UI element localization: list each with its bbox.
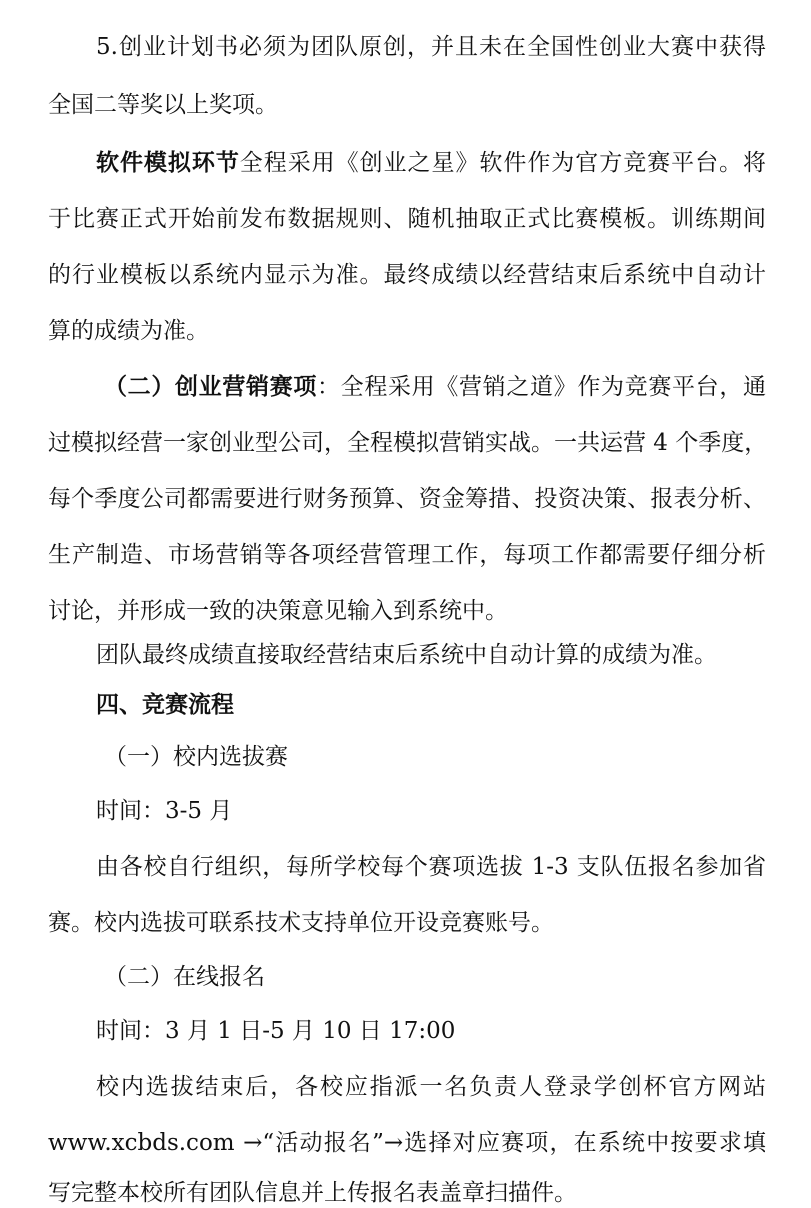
paragraph-line: 校内选拔结束后，各校应指派一名负责人登录学创杯官方网站 xyxy=(96,1074,766,1100)
software-bold-lead: 软件模拟环节 xyxy=(96,149,240,176)
paragraph-line: 写完整本校所有团队信息并上传报名表盖章扫描件。 xyxy=(48,1180,577,1206)
paragraph-line: 每个季度公司都需要进行财务预算、资金筹措、投资决策、报表分析、 xyxy=(48,486,766,512)
paragraph-line: 于比赛正式开始前发布数据规则、随机抽取正式比赛模板。训练期间 xyxy=(48,206,766,232)
paragraph-line: 赛。校内选拔可联系技术支持单位开设竞赛账号。 xyxy=(48,910,554,936)
section-heading: 四、竞赛流程 xyxy=(96,691,234,718)
paragraph-line: 全国二等奖以上奖项。 xyxy=(48,92,278,118)
marketing-rest: ：全程采用《营销之道》作为竞赛平台，通 xyxy=(317,374,767,400)
paragraph-line: 讨论，并形成一致的决策意见输入到系统中。 xyxy=(48,598,508,624)
paragraph-line: 由各校自行组织，每所学校每个赛项选拔 1-3 支队伍报名参加省 xyxy=(96,854,766,880)
paragraph-line: 生产制造、市场营销等各项经营管理工作，每项工作都需要仔细分析 xyxy=(48,542,766,568)
paragraph-line: 算的成绩为准。 xyxy=(48,318,209,344)
marketing-bold-lead: （二）创业营销赛项 xyxy=(104,373,317,400)
subsection-heading: （一）校内选拔赛 xyxy=(104,744,288,770)
subsection-heading: （二）在线报名 xyxy=(104,964,265,990)
paragraph-line: 的行业模板以系统内显示为准。最终成绩以经营结束后系统中自动计 xyxy=(48,262,766,288)
paragraph-line: www.xcbds.com →“活动报名”→选择对应赛项，在系统中按要求填 xyxy=(48,1130,766,1156)
time-line: 时间：3 月 1 日-5 月 10 日 17:00 xyxy=(96,1018,456,1044)
time-line: 时间：3-5 月 xyxy=(96,798,233,824)
paragraph-line: 5.创业计划书必须为团队原创，并且未在全国性创业大赛中获得 xyxy=(96,34,766,60)
marketing-paragraph-first-line xyxy=(48,372,766,402)
paragraph-line: 过模拟经营一家创业型公司，全程模拟营销实战。一共运营 4 个季度， xyxy=(48,430,768,456)
paragraph-line: 团队最终成绩直接取经营结束后系统中自动计算的成绩为准。 xyxy=(96,642,717,668)
software-paragraph-first-line xyxy=(48,148,766,178)
software-rest: 全程采用《创业之星》软件作为官方竞赛平台。将 xyxy=(239,150,767,176)
